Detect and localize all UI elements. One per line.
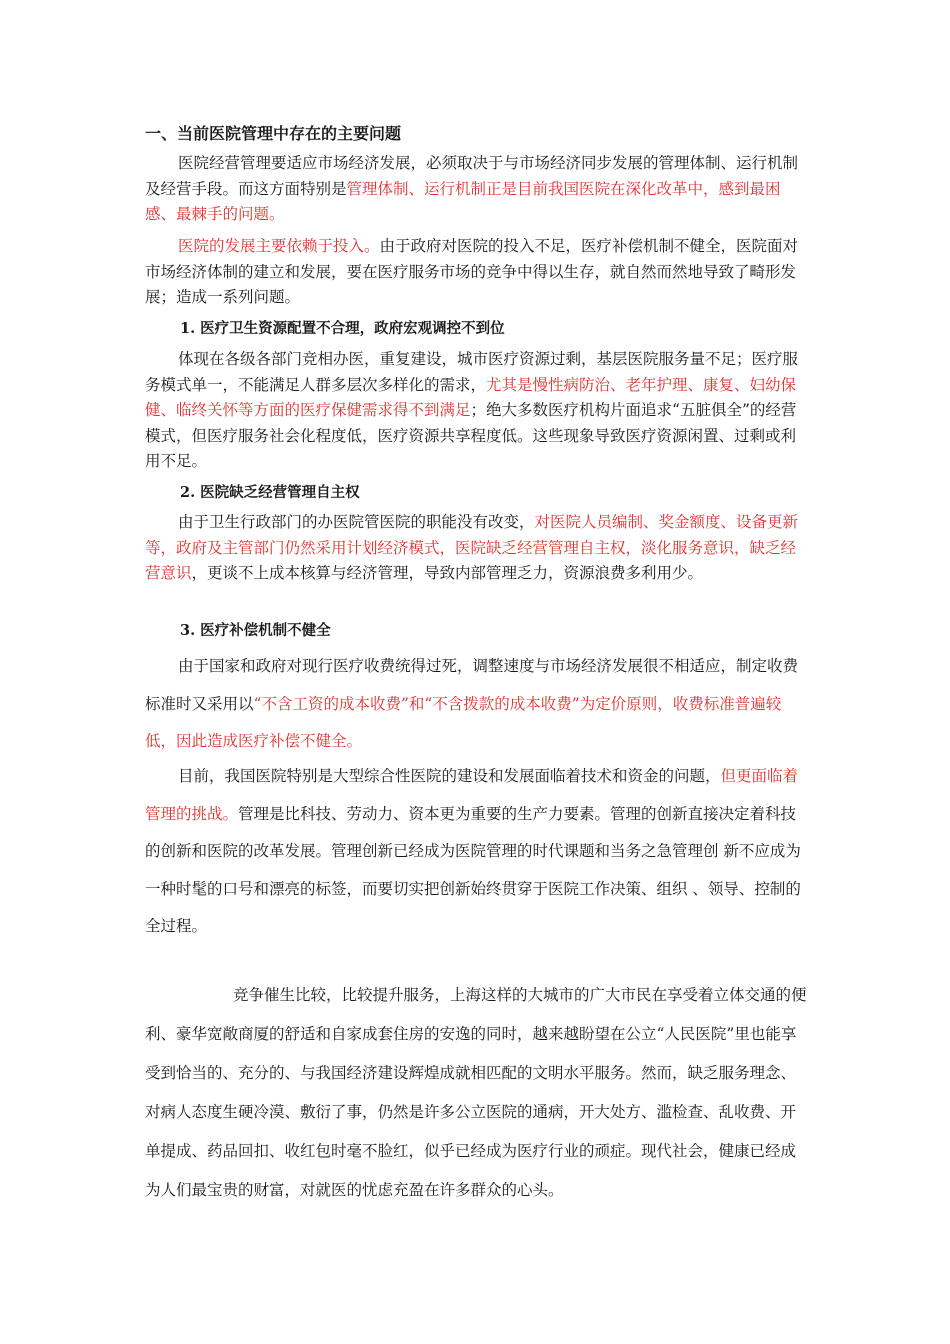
text-run: 管理是比科技、劳动力、资本更为重要的生产力要素。管理的创新直接决定着科技的创新和医院的改革发展。管理创新已经成为医院管理的时代课题和当务之急管理创 新不应成为一种时髦的口号和漂亮的标签，而要切实把创新始终贯穿于医院工作决策、组织 、领导、控制的全过程。	[145, 804, 801, 935]
highlighted-text: 医院的发展主要依赖于投入。	[178, 237, 380, 255]
text-run: ，更谈不上成本核算与经济管理，导致内部管理乏力，资源浪费多利用少。	[191, 564, 704, 582]
subheading-2: 2. 医院缺乏经营管理自主权	[180, 484, 360, 501]
paragraph-4	[145, 510, 808, 587]
paragraph-7	[145, 976, 808, 1210]
paragraph-5	[145, 648, 808, 761]
section-heading: 一、当前医院管理中存在的主要问题	[145, 124, 402, 143]
highlighted-text: 但更面临着 管理的挑战。	[145, 767, 799, 823]
subheading-3: 3. 医疗补偿机制不健全	[180, 622, 331, 639]
text-run: 目前，我国医院特别是大型综合性医院的建设和发展面临着技术和资金的问题，	[178, 767, 721, 785]
text-run: 由于国家和政府对现行医疗收费统得过死，调整速度与市场经济发展很不相适应，制定收费标准时又采用以	[145, 657, 799, 713]
paragraph-2	[145, 234, 808, 311]
text-run: 由于政府对医院的投入不足，医疗补偿机制不健全，医院面对市场经济体制的建立和发展，要在医疗服务市场的竞争中得以生存，就自然而然地导致了畸形发展；造成一系列问题。	[145, 237, 799, 306]
paragraph-3	[145, 347, 808, 475]
highlighted-text: 管理体制、运行机制正是目前我国医院在深化改革中，感到最困感、最棘手的问题。	[145, 179, 781, 223]
highlighted-text: “不含工资的成本收费”和“不含拨款的成本收费”为定价原则，收费标准普遍较低，因此造成医疗补偿不健全。	[145, 694, 782, 750]
highlighted-text: 尤其是慢性病防治、老年护理、康复、妇幼保健、临终关怀等方面的医疗保健需求得不到满足	[145, 375, 797, 419]
paragraph-6	[145, 758, 808, 946]
subheading-1: 1. 医疗卫生资源配置不合理，政府宏观调控不到位	[180, 320, 505, 337]
text-run: 竞争催生比较，比较提升服务，上海这样的大城市的广大市民在享受着立体交通的便利、豪华宽敞商厦的舒适和自家成套住房的安逸的同时，越来越盼望在公立“人民医院”里也能享受到恰当的、充分的、与我国经济建设辉煌成就相匹配的文明水平服务。然而，缺乏服务理念、对病人态度生硬冷漠、敷衍了事，仍然是许多公立医院的通病，开大处方、滥检查、乱收费、开单提成、药品回扣、收红包时毫不脸红，似乎已经成为医疗行业的顽症。现代社会，健康已经成为人们最宝贵的财富，对就医的忧虑充盈在许多群众的心头。	[145, 986, 807, 1199]
text-run: ；绝大多数医疗机构片面追求“五脏俱全”的经营模式，但医疗服务社会化程度低，医疗资源共享程度低。这些现象导致医疗资源闲置、过剩或利用不足。	[145, 401, 797, 470]
paragraph-1	[145, 151, 808, 228]
text-run: 医院经营管理要适应市场经济发展，必须取决于与市场经济同步发展的管理体制、运行机制及经营手段。而这方面特别是	[145, 154, 799, 198]
highlighted-text: 对医院人员编制、奖金额度、设备更新等，政府及主管部门仍然采用计划经济模式，医院缺乏经营管理自主权，淡化服务意识，缺乏经营意识	[145, 513, 799, 582]
text-run: 体现在各级各部门竞相办医，重复建设，城市医疗资源过剩，基层医院服务量不足；医疗服务模式单一，不能满足人群多层次多样化的需求，	[145, 350, 799, 394]
text-run: 由于卫生行政部门的办医院管医院的职能没有改变，	[178, 513, 535, 531]
